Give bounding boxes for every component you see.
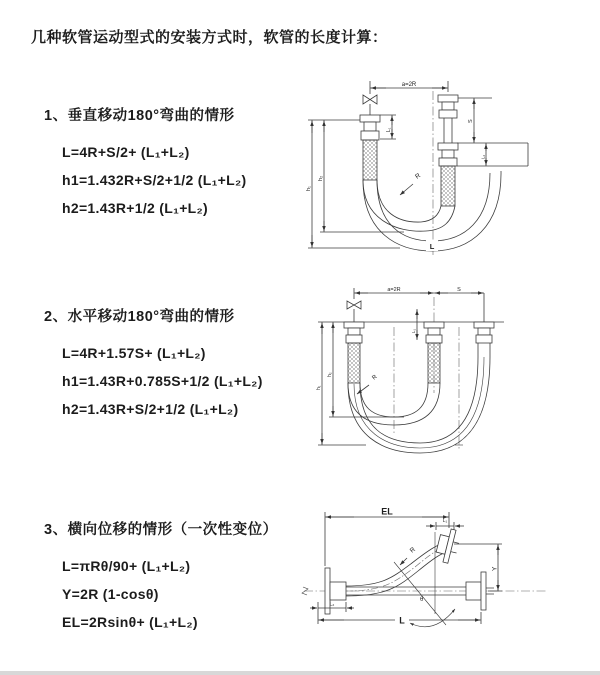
radius-callout (400, 172, 422, 195)
dimension-L2 (310, 602, 354, 613)
dim-label-l1: L₁ (386, 127, 392, 132)
dim-label-h2: h₂ (327, 372, 334, 377)
dimension-L (318, 602, 481, 626)
section-lateral-displacement (44, 518, 278, 636)
valve-icon (363, 95, 377, 115)
dim-label-a2r: a=2R (387, 287, 401, 293)
hose-fitting-right (438, 95, 458, 206)
dim-label-s: S (457, 287, 461, 293)
section-heading: 2、水平移动180°弯曲的情形 (44, 309, 235, 325)
dim-label-r: R (408, 546, 417, 555)
braided-hose-left (363, 140, 377, 180)
formula-list (44, 138, 247, 222)
section-heading: 1、垂直移动180°弯曲的情形 (44, 108, 235, 124)
length-callout (426, 240, 438, 251)
braided-hose-left (348, 343, 360, 383)
dim-label-h1: h₁ (306, 186, 313, 191)
formula-line: h1=1.432R+S/2+1/2 (L₁+L₂) (62, 172, 247, 188)
valve-icon (347, 301, 361, 322)
dim-label-l2: L₂ (329, 601, 335, 608)
dim-label-a2r: a=2R (401, 82, 417, 88)
flange-top (434, 527, 462, 565)
dim-label-h2: h₂ (318, 175, 325, 181)
section-heading: 3、横向位移的情形（一次性变位） (44, 522, 278, 538)
braided-hose-middle (428, 343, 440, 383)
hose-fitting-middle (424, 322, 444, 383)
dim-label-y: Y (491, 566, 499, 571)
dimension-a2R (370, 81, 448, 94)
dim-label-l1: L₁ (411, 328, 416, 333)
horizontal-bend-drawing (308, 283, 543, 455)
formula-line: L=4R+1.57S+ (L₁+L₂) (62, 345, 206, 361)
section-horizontal-bend (44, 305, 263, 423)
hose-fitting-left (360, 115, 380, 180)
section-vertical-bend (44, 104, 247, 222)
dimension-S (435, 287, 483, 293)
vertical-bend-drawing (300, 75, 535, 260)
dimension-h2 (327, 322, 404, 417)
formula-line: EL=2Rsinθ+ (L₁+L₂) (62, 614, 198, 630)
diagram-lateral-displacement (296, 502, 561, 642)
lateral-displacement-drawing (296, 502, 561, 642)
dimension-EL (325, 507, 449, 567)
dimension-L2 (481, 143, 487, 166)
dim-label-l2: L₂ (480, 154, 486, 159)
formula-line: L=πRθ/90+ (L₁+L₂) (62, 558, 191, 574)
formula-list (44, 552, 278, 636)
diagram-vertical-bend (300, 75, 535, 260)
dimension-S (468, 98, 474, 143)
formula-line: h1=1.43R+0.785S+1/2 (L₁+L₂) (62, 373, 263, 389)
dim-label-l: L (399, 615, 405, 626)
formula-list (44, 339, 263, 423)
hose-curves (363, 171, 501, 251)
hose-curves (346, 542, 449, 596)
dim-label-r: R (414, 172, 422, 181)
formula-line: Y=2R (1-cosθ) (62, 586, 159, 602)
diagram-horizontal-bend (308, 283, 543, 455)
page-title: 几种软管运动型式的安装方式时，软管的长度计算： (31, 29, 388, 46)
hose-fitting-left (344, 322, 364, 383)
dim-label-s: S (468, 119, 474, 123)
dim-label-r: R (371, 374, 379, 382)
centerline (394, 297, 459, 451)
flange-left (325, 568, 346, 614)
page-bottom-edge (0, 671, 600, 675)
dimension-a2R (354, 287, 484, 293)
dimension-L1 (380, 115, 396, 139)
mounting-plate-outline (457, 98, 528, 166)
dim-label-el: EL (381, 506, 393, 517)
formula-line: h2=1.43R+S/2+1/2 (L₁+L₂) (62, 401, 239, 417)
dim-label-l: L (429, 242, 435, 251)
braided-hose-right (441, 166, 455, 206)
angle-label-theta: θ (420, 597, 424, 603)
hose-curves (348, 357, 490, 453)
dim-label-l1: L₁ (442, 518, 448, 524)
dimension-L1 (411, 309, 417, 340)
dim-label-h1: h₁ (316, 385, 323, 390)
dimension-L1 (426, 518, 464, 530)
formula-line: h2=1.43R+1/2 (L₁+L₂) (62, 200, 209, 216)
radius-callout (400, 546, 417, 565)
formula-line: L=4R+S/2+ (L₁+L₂) (62, 144, 190, 160)
hose-fitting-right (474, 322, 494, 357)
